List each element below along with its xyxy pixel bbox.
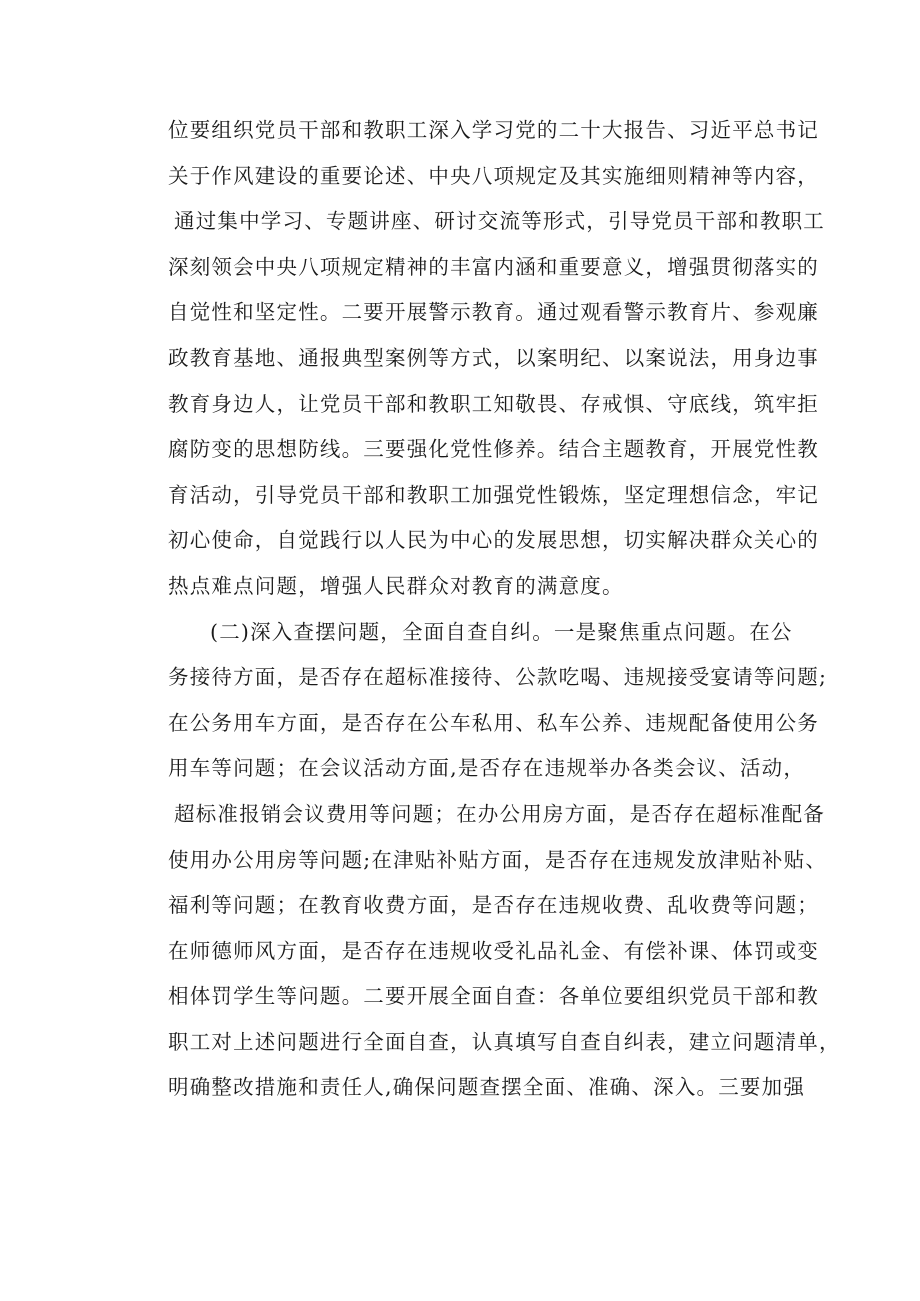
text-line: 热点难点问题，增强人民群众对教育的满意度。 xyxy=(168,573,624,598)
text-line: 腐防变的思想防线。三要强化党性修养。结合主题教育，开展党性教 xyxy=(168,437,819,462)
text-line: 务接待方面，是否存在超标准接待、公款吃喝、违规接受宴请等问题; xyxy=(168,665,828,690)
text-line: 在师德师风方面，是否存在违规收受礼品礼金、有偿补课、体罚或变 xyxy=(168,938,819,963)
text-line: 初心使命，自觉践行以人民为中心的发展思想，切实解决群众关心的 xyxy=(168,528,819,553)
text-line: 自觉性和坚定性。二要开展警示教育。通过观看警示教育片、参观廉 xyxy=(168,300,819,325)
paragraph-heading-line: (二)深入查摆问题，全面自查自纠。一是聚焦重点问题。在公 xyxy=(210,619,793,644)
text-line: 职工对上述问题进行全面自查，认真填写自查自纠表，建立问题清单， xyxy=(168,1029,841,1054)
text-line: 政教育基地、通报典型案例等方式，以案明纪、以案说法，用身边事 xyxy=(168,345,819,370)
text-line: 位要组织党员干部和教职工深入学习党的二十大报告、习近平总书记 xyxy=(168,118,819,142)
body-text xyxy=(168,108,841,1111)
text-line: 在公务用车方面，是否存在公车私用、私车公养、违规配备使用公务 xyxy=(168,710,819,735)
text-line: 育活动，引导党员干部和教职工加强党性锻炼，坚定理想信念，牢记 xyxy=(168,482,819,507)
text-line: 相体罚学生等问题。二要开展全面自查：各单位要组织党员干部和教 xyxy=(168,984,819,1009)
text-line: 明确整改措施和责任人,确保问题查摆全面、准确、深入。三要加强 xyxy=(168,1075,806,1100)
text-line: 使用办公用房等问题;在津贴补贴方面，是否存在违规发放津贴补贴、 xyxy=(168,847,828,872)
text-line: 深刻领会中央八项规定精神的丰富内涵和重要意义，增强贯彻落实的 xyxy=(168,254,819,279)
text-line: 福利等问题；在教育收费方面，是否存在违规收费、乱收费等问题； xyxy=(168,893,819,918)
text-line: 通过集中学习、专题讲座、研讨交流等形式，引导党员干部和教职工 xyxy=(174,209,825,234)
text-line: 关于作风建设的重要论述、中央八项规定及其实施细则精神等内容， xyxy=(168,163,819,188)
text-line: 教育身边人，让党员干部和教职工知敬畏、存戒惧、守底线，筑牢拒 xyxy=(168,391,819,416)
text-line: 超标准报销会议费用等问题；在办公用房方面，是否存在超标准配备 xyxy=(174,801,825,826)
text-line: 用车等问题；在会议活动方面,是否存在违规举办各类会议、活动， xyxy=(168,756,806,781)
